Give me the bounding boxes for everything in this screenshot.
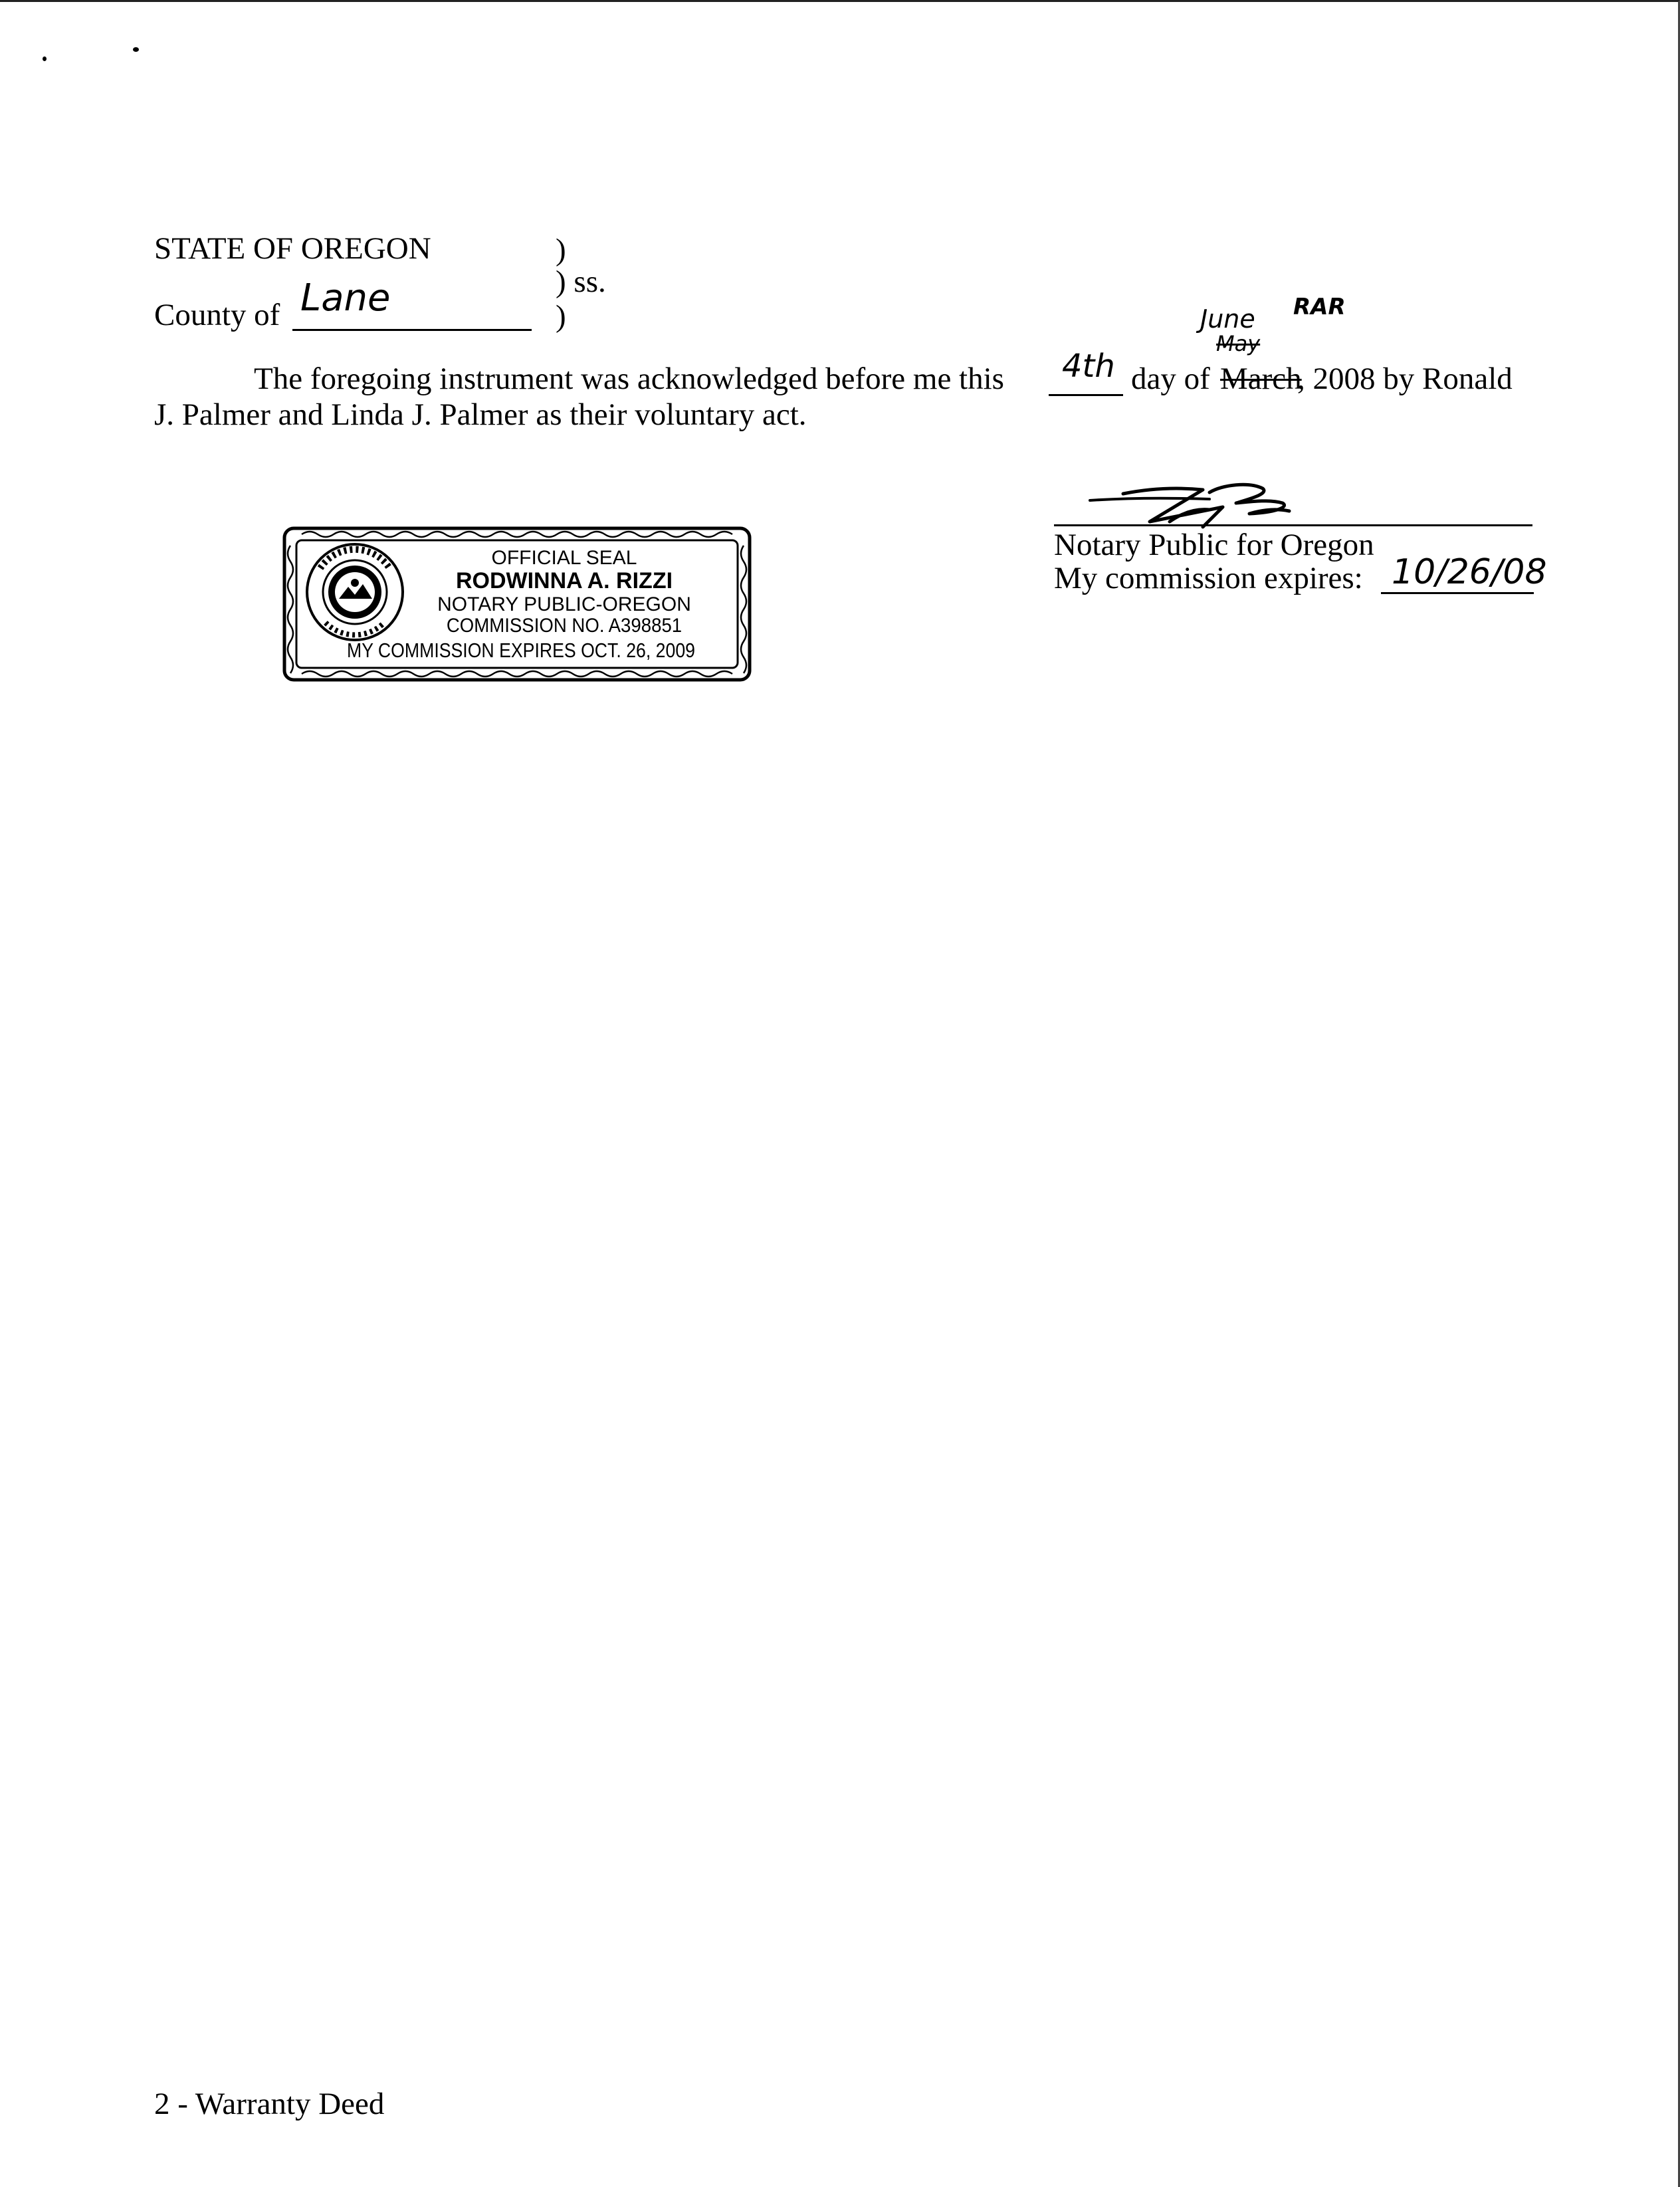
acknowledgment-text-start: The foregoing instrument was acknowledged before me this	[254, 362, 1004, 396]
seal-official-seal-text: OFFICIAL SEAL	[491, 547, 637, 569]
seal-commission-number: COMMISSION NO. A398851	[446, 615, 682, 637]
bracket-paren: )	[556, 299, 566, 334]
seal-notary-name: RODWINNA A. RIZZI	[455, 568, 673, 593]
signature-line	[1054, 524, 1532, 526]
seal-notary-title: NOTARY PUBLIC-OREGON	[437, 593, 691, 615]
month-struck-handwritten: May	[1216, 331, 1261, 356]
scan-speck	[43, 56, 47, 61]
day-of-text: day of	[1131, 362, 1210, 396]
oregon-state-seal-icon	[307, 544, 403, 640]
commission-expires-label: My commission expires:	[1054, 561, 1363, 595]
day-underline	[1049, 394, 1123, 396]
acknowledgment-year-text: , 2008 by Ronald	[1297, 362, 1513, 396]
acknowledgment-text-line-2: J. Palmer and Linda J. Palmer as their voluntary act.	[154, 397, 807, 432]
day-handwritten-value: 4th	[1062, 348, 1115, 385]
state-heading: STATE OF OREGON	[154, 231, 431, 266]
county-underline	[292, 329, 532, 331]
initials-handwritten: RAR	[1293, 294, 1346, 320]
month-inserted-handwritten: June	[1200, 304, 1255, 334]
page-footer-label: 2 - Warranty Deed	[154, 2087, 385, 2121]
commission-date-underline	[1381, 592, 1534, 594]
ss-label: ) ss.	[556, 264, 606, 299]
notary-public-label: Notary Public for Oregon	[1054, 528, 1374, 562]
bracket-paren: )	[556, 233, 566, 267]
commission-date-handwritten: 10/26/08	[1392, 552, 1547, 592]
month-struck-text: March	[1220, 362, 1302, 396]
scan-speck	[133, 47, 139, 52]
official-seal-stamp	[282, 526, 752, 682]
county-label: County of	[154, 298, 280, 332]
county-handwritten-value: Lane	[300, 276, 391, 320]
seal-commission-expires: MY COMMISSION EXPIRES OCT. 26, 2009	[346, 639, 695, 662]
